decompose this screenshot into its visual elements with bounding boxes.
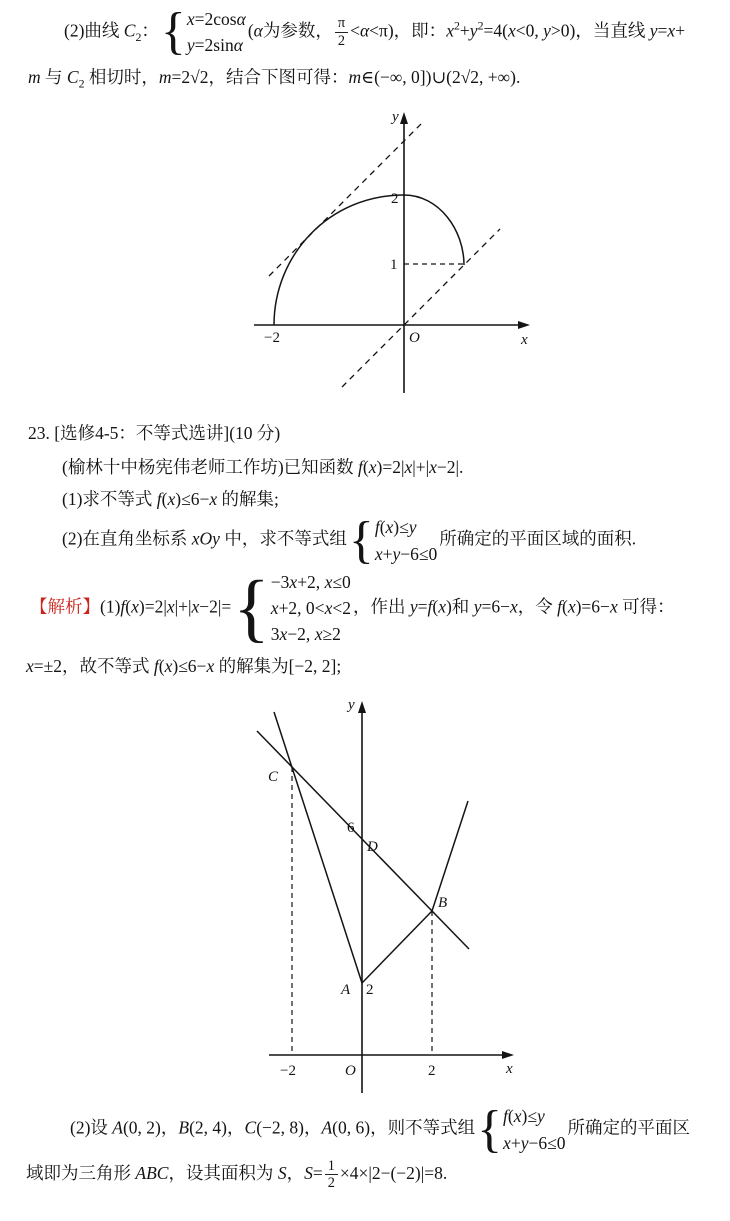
paragraph-tangent-result: m 与 $C_2$ 相切时，m=2√2，结合下图可得：m∈(−∞, 0])∪(2√2, +∞).	[28, 66, 521, 90]
paragraph-part2-points: (2)设 A(0, 2)，B(2, 4)，C(−2, 8)，A(0, 6)，则不等式组 { f(x)≤y x+y−6≤0 所确定的平面区	[70, 1100, 690, 1158]
fig1-tick-1: 1	[390, 257, 398, 274]
fig2-f-left-branch	[274, 712, 362, 983]
fig2-point-a-value: 2	[366, 982, 374, 999]
paragraph-part1-question: (1)求不等式 f(x)≤6−x 的解集;	[62, 488, 279, 509]
fig1-circle-arc	[274, 195, 464, 325]
fig1-x-axis-arrow	[518, 321, 530, 329]
figure-1-graph	[224, 105, 564, 397]
paragraph-part1-answer: x=±2，故不等式 f(x)≤6−x 的解集为[−2, 2];	[26, 655, 342, 676]
fig1-tangent-dashed-line	[269, 121, 424, 276]
fig2-x-axis-label: x	[506, 1061, 513, 1078]
fig1-tick-neg2: −2	[264, 330, 280, 347]
fig2-tick-neg2: −2	[280, 1063, 296, 1080]
fig2-point-d-label: D	[367, 839, 378, 856]
fig2-f-middle-branch	[362, 911, 432, 983]
fig2-y-axis-arrow	[358, 701, 366, 713]
fig2-tick-2: 2	[428, 1063, 436, 1080]
fig1-origin-dashed-line	[342, 229, 500, 387]
paragraph-curve-c2: (2)曲线 $C_2$： { x=2cosα y=2sinα (α为参数， $\frac{\pi}{2}$ <α<π)，即：$x^2+y^2=4(x<0$, y>0)，当直线 y=x+	[64, 3, 686, 61]
paragraph-problem-23-title: 23. [选修4-5：不等式选讲](10 分)	[28, 423, 281, 444]
fig2-y-axis-label: y	[348, 697, 355, 714]
paragraph-analysis-piecewise: 【解析】(1)f(x)=2|x|+|x−2|= { −3x+2, x≤0 x+2, 0<x<2 3x−2, x≥2 ，作出 y=f(x)和 y=6−x，令 f(x)=6−x 可得：	[30, 566, 675, 651]
fig2-point-a-label: A	[341, 982, 351, 999]
fig1-origin-label: O	[409, 330, 420, 347]
fig1-y-axis-arrow	[400, 112, 408, 124]
fig2-line-x-plus-y-6	[257, 731, 469, 949]
fig1-x-axis-label: x	[521, 332, 528, 349]
fig1-y-axis-label: y	[392, 109, 399, 126]
fig2-point-b-label: B	[438, 895, 448, 912]
figure-2-graph	[224, 689, 524, 1099]
fig2-x-axis-arrow	[502, 1051, 514, 1059]
fig2-tick-6: 6	[347, 820, 355, 837]
fig2-origin-label: O	[345, 1063, 356, 1080]
paragraph-part2-area-answer: 域即为三角形 ABC，设其面积为 S，S= $\frac{1}{2}$ ×4×|2−(−2)|=8.	[26, 1157, 448, 1192]
fig1-tick-2: 2	[391, 191, 399, 208]
paragraph-part2-question: (2)在直角坐标系 xOy 中，求不等式组 { f(x)≤y x+y−6≤0 所确定的平面区域的面积.	[62, 511, 637, 569]
fig2-point-c-label: C	[268, 769, 279, 786]
paragraph-problem-source: (榆林十中杨宪伟老师工作坊)已知函数 f(x)=2|x|+|x−2|.	[62, 456, 464, 477]
